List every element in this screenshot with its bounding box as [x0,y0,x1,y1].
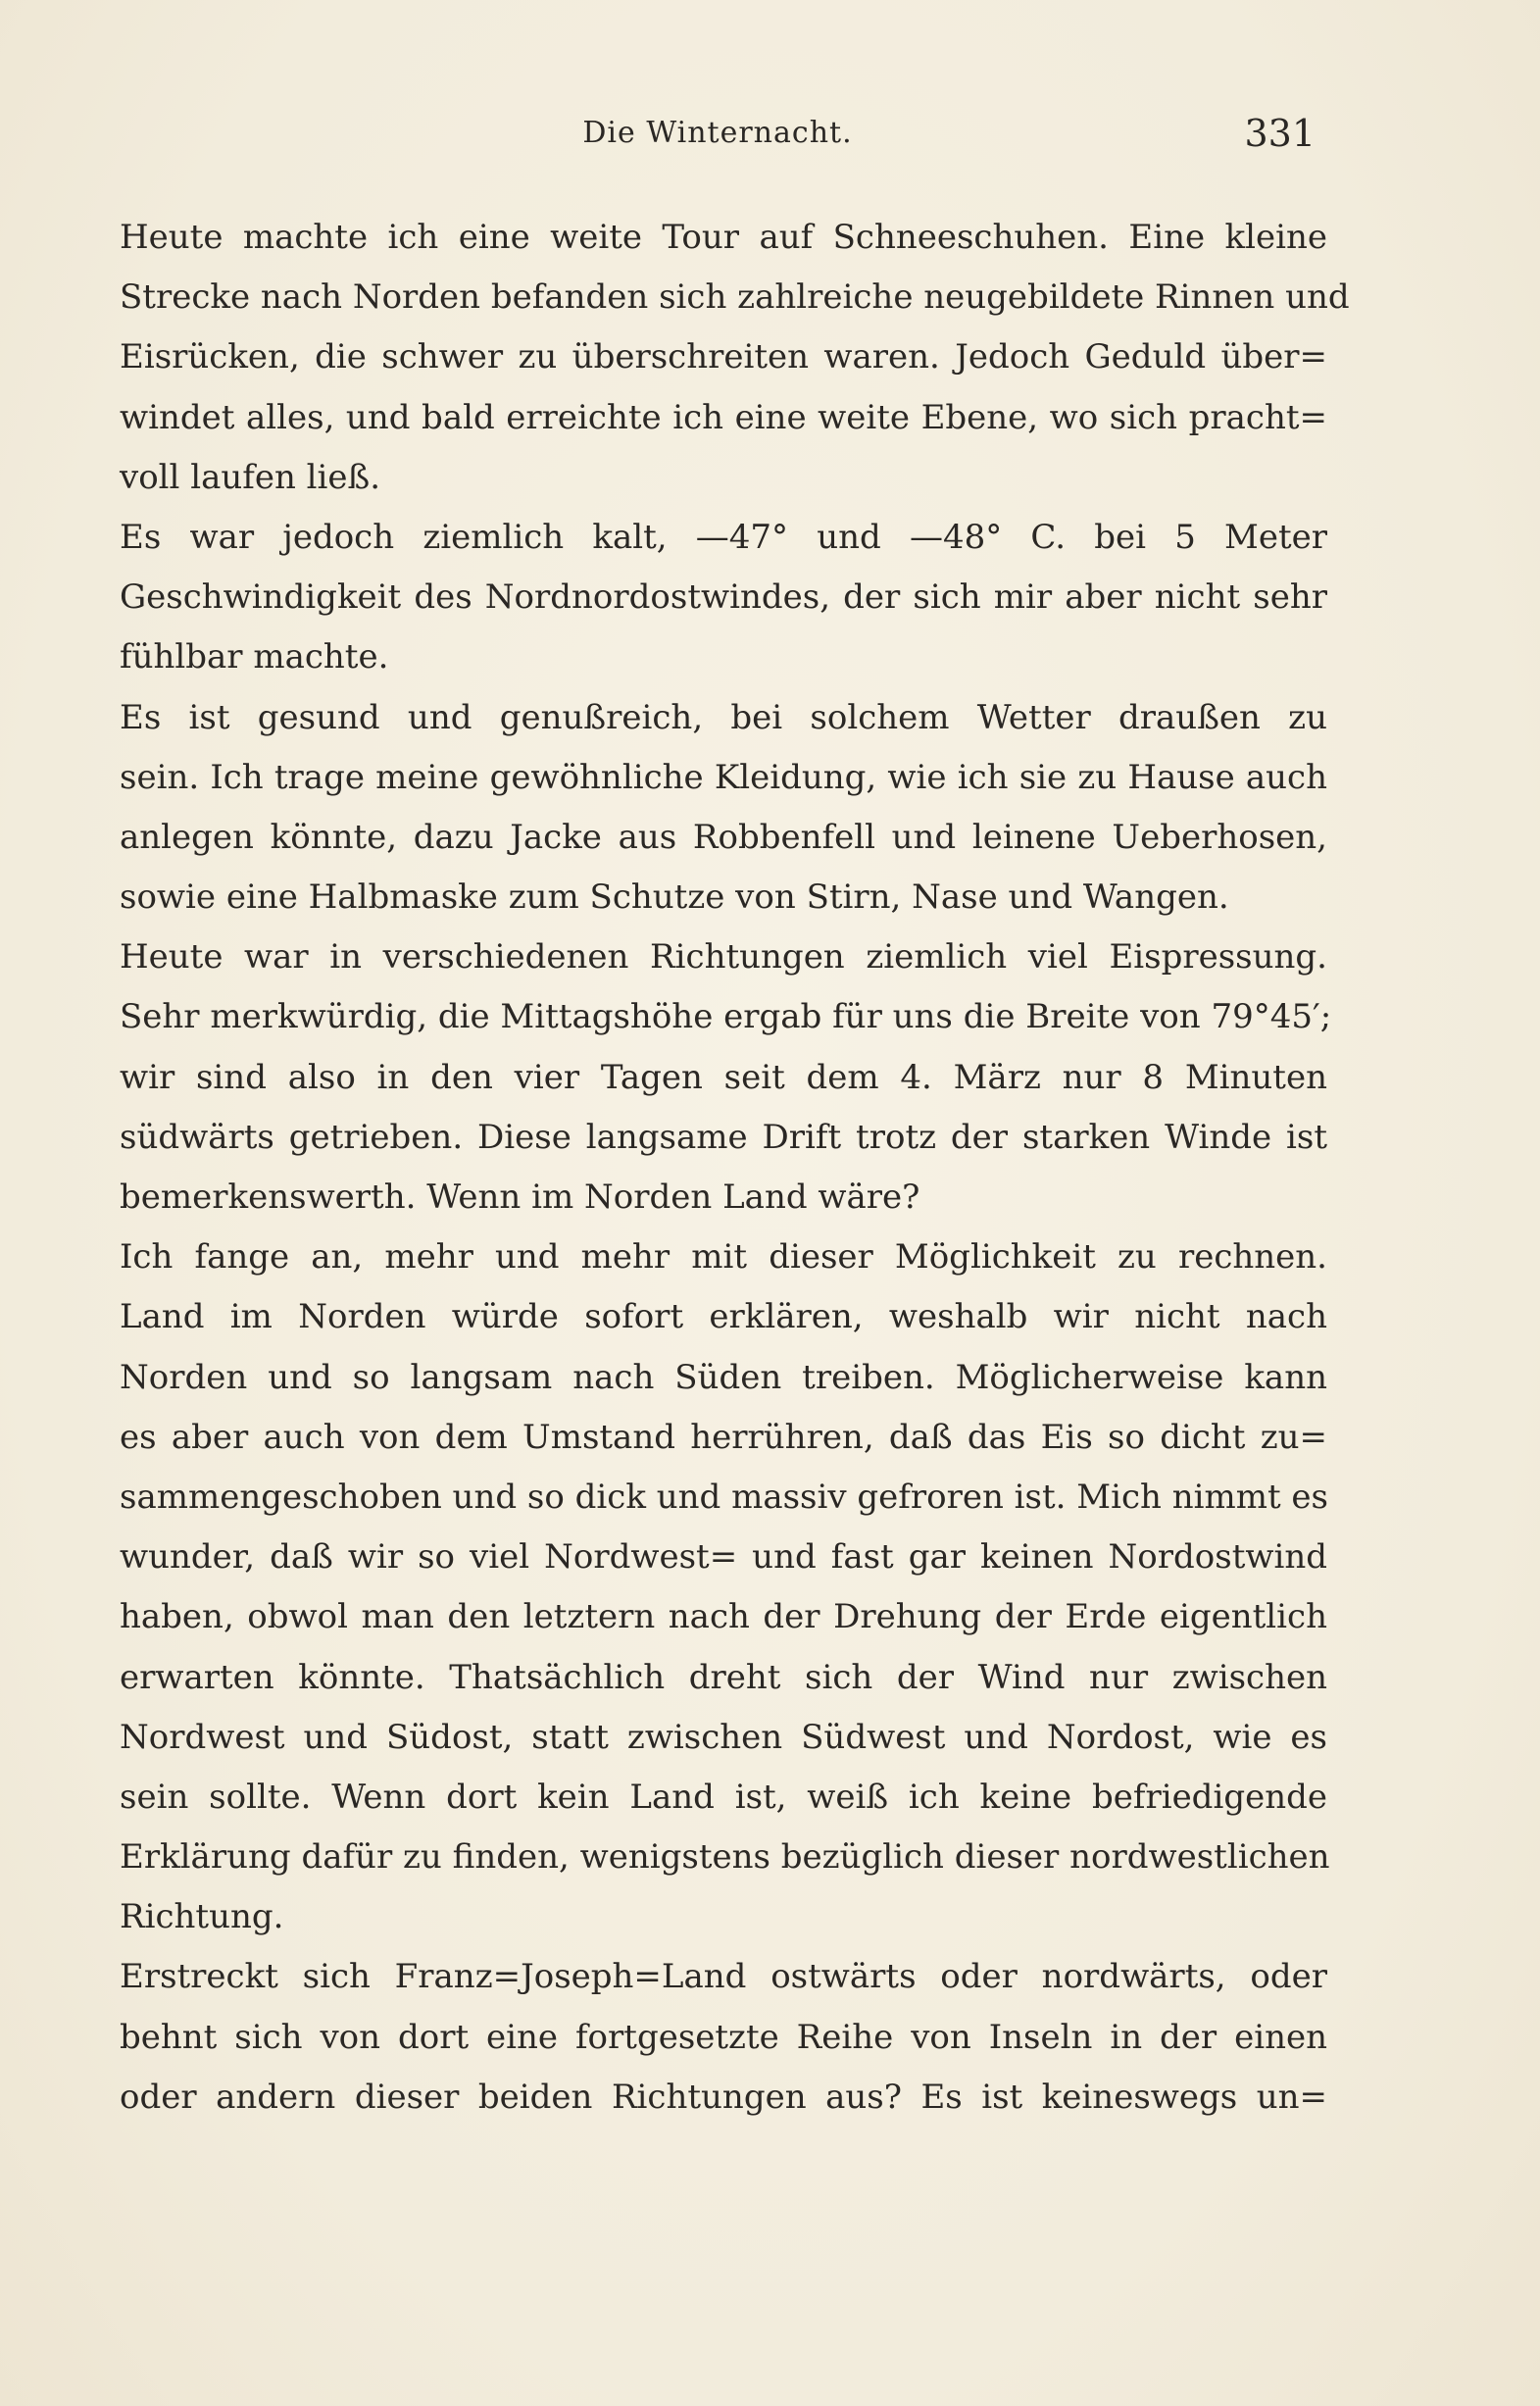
text-line: Richtung. [120,1897,284,1937]
running-head [120,112,1316,165]
text-line: wir sind also in den vier Tagen seit dem 4. März nur 8 Minuten [120,1057,1327,1097]
text-line: sowie eine Halbmaske zum Schutze von Stirn, Nase und Wangen. [120,877,1229,918]
text-line: sein sollte. Wenn dort kein Land ist, weiß ich keine befriedigende [120,1777,1327,1817]
text-line: Erklärung dafür zu finden, wenigstens bezüglich dieser nordwestlichen [120,1837,1330,1878]
text-line: südwärts getrieben. Diese langsame Drift trotz der starken Winde ist [120,1117,1327,1157]
running-title: Die Winternacht. [582,116,853,150]
text-line: anlegen könnte, dazu Jacke aus Robbenfell und leinene Ueberhosen, [120,817,1327,857]
text-line: behnt sich von dort eine fortgesetzte Reihe von Inseln in der einen [120,2017,1327,2057]
text-line: Geschwindigkeit des Nordnordostwindes, der sich mir aber nicht sehr [120,577,1327,618]
text-line: haben, obwol man den letztern nach der Drehung der Erde eigentlich [120,1597,1327,1637]
text-line: wunder, daß wir so viel Nordwest= und fast gar keinen Nordostwind [120,1537,1327,1578]
text-line: erwarten könnte. Thatsächlich dreht sich der Wind nur zwischen [120,1657,1327,1697]
text-line: bemerkenswerth. Wenn im Norden Land wäre? [120,1178,920,1217]
text-line: es aber auch von dem Umstand herrühren, daß das Eis so dicht zu= [120,1417,1327,1457]
text-line: voll laufen ließ. [120,457,381,497]
text-line: Norden und so langsam nach Süden treiben. Möglicherweise kann [120,1357,1327,1397]
text-line: Heute machte ich eine weite Tour auf Schneeschuhen. Eine kleine [120,218,1327,257]
text-line: Sehr merkwürdig, die Mittagshöhe ergab für uns die Breite von 79°45′; [120,997,1332,1037]
text-line: fühlbar machte. [120,637,389,677]
text-line: windet alles, und bald erreichte ich eine weite Ebene, wo sich pracht= [120,397,1327,437]
text-line: Strecke nach Norden befanden sich zahlreiche neugebildete Rinnen und [120,277,1350,318]
body-text [120,208,1350,2128]
text-line: Eisrücken, die schwer zu überschreiten waren. Jedoch Geduld über= [120,337,1327,377]
page-number: 331 [1244,112,1316,155]
text-line: Ich fange an, mehr und mehr mit dieser Möglichkeit zu rechnen. [120,1237,1327,1278]
text-line: Land im Norden würde sofort erklären, weshalb wir nicht nach [120,1297,1327,1337]
text-line: sein. Ich trage meine gewöhnliche Kleidung, wie ich sie zu Hause auch [120,757,1327,797]
text-line: Erstreckt sich Franz=Joseph=Land ostwärts oder nordwärts, oder [120,1957,1327,1997]
text-line: Es war jedoch ziemlich kalt, —47° und —48° C. bei 5 Meter [120,517,1327,557]
text-line: sammengeschoben und so dick und massiv gefroren ist. Mich nimmt es [120,1477,1328,1517]
text-line: oder andern dieser beiden Richtungen aus? Es ist keineswegs un= [120,2077,1327,2117]
text-line: Es ist gesund und genußreich, bei solchem Wetter draußen zu [120,697,1327,737]
text-line: Heute war in verschiedenen Richtungen ziemlich viel Eispressung. [120,937,1327,977]
text-line: Nordwest und Südost, statt zwischen Südwest und Nordost, wie es [120,1717,1327,1757]
